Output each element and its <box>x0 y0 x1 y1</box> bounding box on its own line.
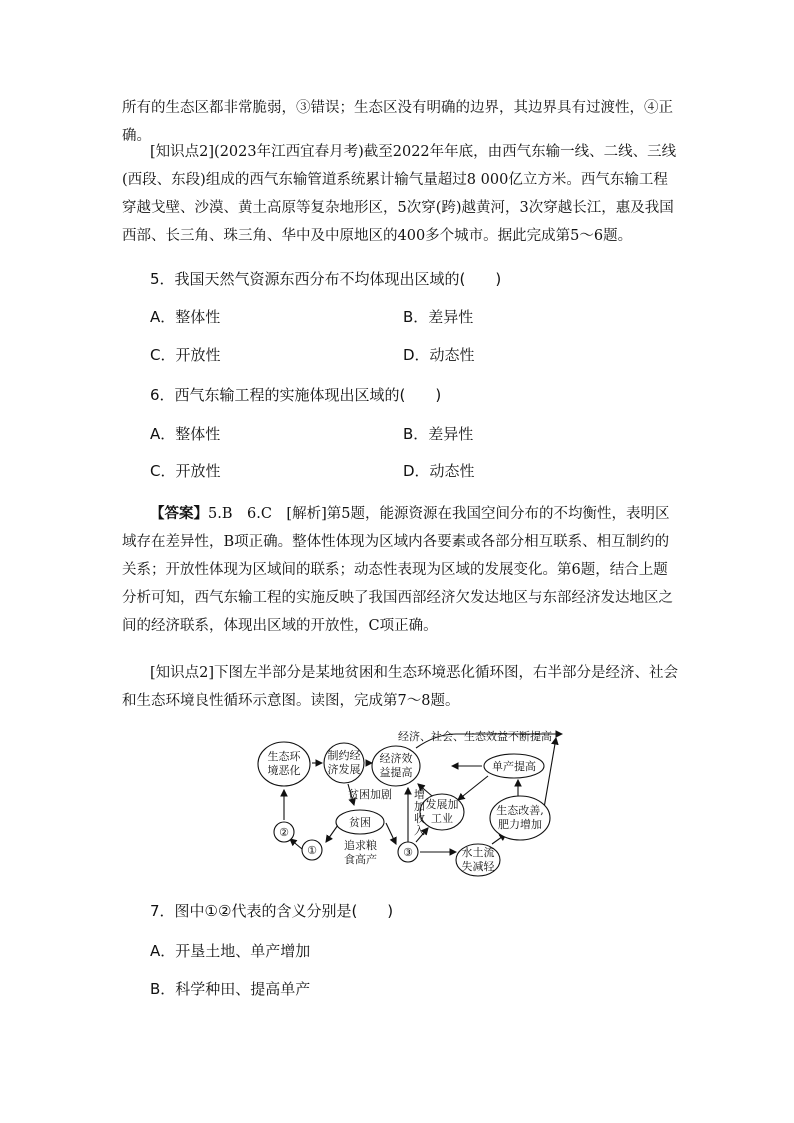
q5-option-d[interactable]: D．动态性 <box>403 346 475 364</box>
label-benefit-1: 经济效 <box>379 752 413 765</box>
label-income-2: 加 <box>414 800 425 813</box>
label-income-1: 增 <box>414 788 425 801</box>
q5-option-a[interactable]: A．整体性 <box>150 308 221 326</box>
label-poverty: 贫困 <box>349 816 371 829</box>
answer-label: 【答案】 <box>150 505 208 522</box>
q6-option-c[interactable]: C．开放性 <box>150 462 221 480</box>
q6-option-b[interactable]: B．差异性 <box>403 425 474 443</box>
q6-stem: 6．西气东输工程的实施体现出区域的( ) <box>150 386 442 404</box>
q5-option-c[interactable]: C．开放性 <box>150 346 221 364</box>
label-pursue-1: 追求粮 <box>344 839 377 852</box>
q6-option-d[interactable]: D．动态性 <box>403 462 475 480</box>
label-top: 经济、社会、生态效益不断提高 <box>398 730 552 743</box>
q6-option-a[interactable]: A．整体性 <box>150 425 221 443</box>
label-pursue-2: 食高产 <box>344 853 377 866</box>
label-eco-bad-1: 生态环 <box>267 750 301 763</box>
q5-option-b[interactable]: B．差异性 <box>403 308 474 326</box>
label-circle-3: ③ <box>403 846 413 859</box>
label-income-4: 入 <box>414 824 425 837</box>
label-eco-good-1: 生态改善, <box>496 804 544 817</box>
intro-line: 所有的生态区都非常脆弱，③错误；生态区没有明确的边界，其边界具有过渡性，④正确。 <box>122 100 673 144</box>
label-yield: 单产提高 <box>492 760 536 773</box>
label-restrict-2: 济发展 <box>327 763 361 776</box>
label-benefit-2: 益提高 <box>379 766 413 779</box>
label-water-1: 水土流 <box>461 846 495 859</box>
label-industry-2: 工业 <box>431 812 453 825</box>
label-restrict-1: 制约经 <box>327 749 361 762</box>
answer-block <box>122 500 682 640</box>
label-circle-1: ① <box>307 844 317 857</box>
answer-text: 5.B 6.C [解析]第5题，能源资源在我国空间分布的不均衡性，表明区域存在差异性，B项正确。整体性体现为区域内各要素或各部分相互联系、相互制约的关系；开放性体现为区域间的联系；动态性表现为区域的发展变化。第6题，结合上题分析可知，西气东输工程的实施反映了我国西部经济欠发达地区与东部经济发达地区之间的经济联系，体现出区域的开放性，C项正确。 <box>122 506 673 634</box>
kp2-diagram-intro: [知识点2]下图左半部分是某地贫困和生态环境恶化循环图，右半部分是经济、社会和生态环境良性循环示意图。读图，完成第7～8题。 <box>122 665 679 709</box>
label-eco-good-2: 肥力增加 <box>498 818 542 831</box>
q5-stem: 5．我国天然气资源东西分布不均体现出区域的( ) <box>150 270 502 288</box>
label-circle-2: ② <box>279 826 289 839</box>
label-water-2: 失减轻 <box>461 860 495 873</box>
kp2-passage: [知识点2](2023年江西宜春月考)截至2022年年底，由西气东输一线、二线、三线(西段、东段)组成的西气东输管道系统累计输气量超过8 000亿立方米。西气东输工程穿越戈壁、沙漠、黄土高原等复杂地形区，5次穿(跨)越黄河，3次穿越长江，惠及我国西部、长三角、珠三角、华中及中原地区的400多个城市。据此完成第5～6题。 <box>122 144 677 244</box>
label-poverty-worse: 贫困加剧 <box>348 788 392 801</box>
q7-option-a[interactable]: A．开垦土地、单产增加 <box>150 942 311 960</box>
q7-stem: 7．图中①②代表的含义分别是( ) <box>150 902 394 920</box>
label-industry-1: 发展加 <box>425 798 459 811</box>
cycle-diagram <box>256 728 572 878</box>
label-eco-bad-2: 境恶化 <box>267 764 301 777</box>
label-income-3: 收 <box>414 812 425 825</box>
q7-option-b[interactable]: B．科学种田、提高单产 <box>150 980 311 998</box>
